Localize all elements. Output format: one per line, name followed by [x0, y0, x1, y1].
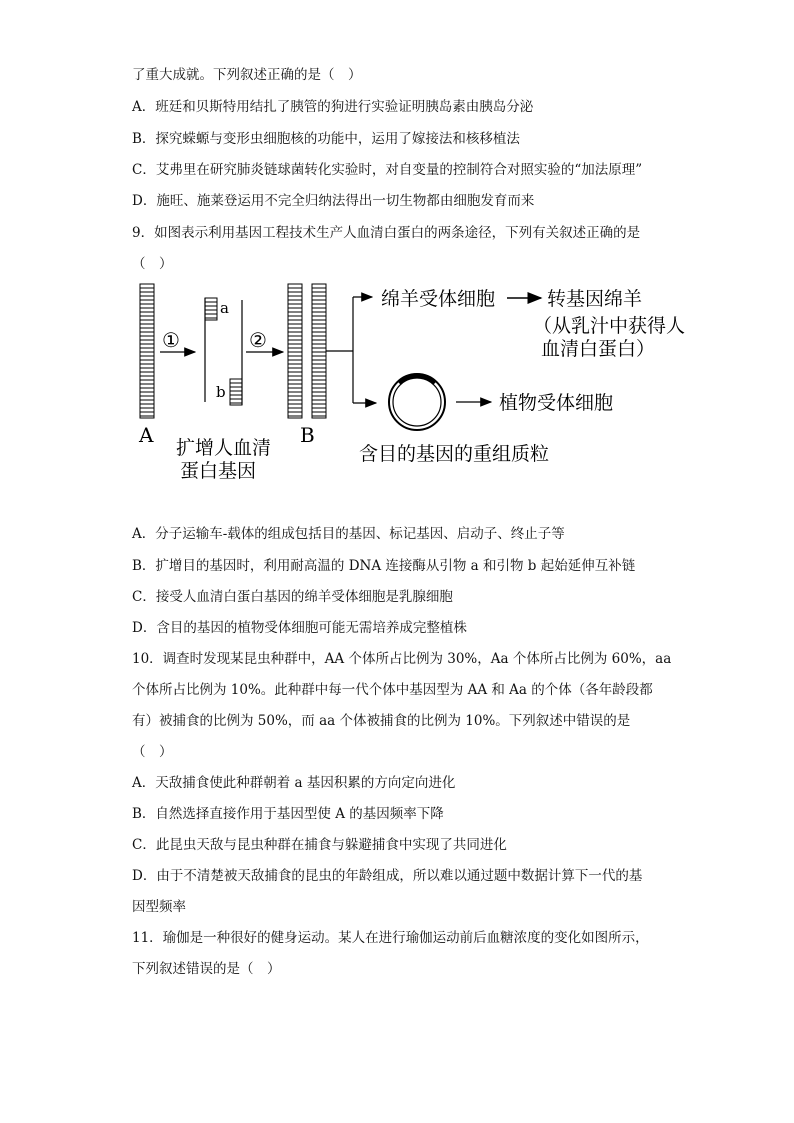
q11-stem-line1: 11．瑜伽是一种很好的健身运动。某人在进行瑜伽运动前后血糖浓度的变化如图所示， [132, 930, 649, 946]
q10-option-d-cont: 因型频率 [132, 899, 186, 915]
plant-recipient-cell: 植物受体细胞 [499, 392, 614, 414]
q9-option-a: A．分子运输车-载体的组成包括目的基因、标记基因、启动子、终止子等 [132, 526, 565, 542]
branch-connector [326, 297, 376, 403]
label-b-capital: B [300, 423, 315, 447]
q9-option-c: C．接受人血清白蛋白基因的绵羊受体细胞是乳腺细胞 [132, 589, 453, 605]
q9-option-d: D．含目的基因的植物受体细胞可能无需培养成完整植株 [132, 620, 467, 636]
q10-stem-line1: 10．调查时发现某昆虫种群中，AA 个体所占比例为 30%，Aa 个体所占比例为 60%，aa [132, 651, 672, 667]
q8-option-b: B．探究蝾螈与变形虫细胞核的功能中，运用了嫁接法和核移植法 [132, 131, 520, 147]
step-2-label: ② [249, 328, 267, 352]
transgenic-sheep: 转基因绵羊 [547, 288, 643, 310]
plasmid-caption: 含目的基因的重组质粒 [359, 443, 550, 465]
q9-answer-paren: （ ） [132, 256, 173, 272]
q8-option-d: D．施旺、施莱登运用不完全归纳法得出一切生物都由细胞发育而来 [132, 193, 535, 209]
label-a-capital: A [139, 423, 154, 447]
q10-option-c: C．此昆虫天敌与昆虫种群在捕食与躲避捕食中实现了共同进化 [132, 837, 507, 853]
q10-option-b: B．自然选择直接作用于基因型使 A 的基因频率下降 [132, 806, 444, 822]
amplify-caption-line1: 扩增人血清 [176, 437, 272, 459]
q10-option-d: D．由于不清楚被天敌捕食的昆虫的年龄组成，所以难以通过题中数据计算下一代的基 [132, 868, 643, 884]
q8-stem-tail: 了重大成就。下列叙述正确的是（ ） [132, 67, 362, 83]
dna-strand-a-rungs [140, 288, 154, 416]
recombinant-plasmid-icon [389, 374, 445, 430]
primer-b-label: b [216, 383, 226, 401]
q9-stem: 9．如图表示利用基因工程技术生产人血清白蛋白的两条途径，下列有关叙述正确的是 [132, 225, 641, 241]
sheep-recipient-cell: 绵羊受体细胞 [381, 288, 496, 310]
primer-a-label: a [220, 299, 229, 317]
q8-option-c: C．艾弗里在研究肺炎链球菌转化实验时，对自变量的控制符合对照实验的“加法原理” [132, 162, 643, 178]
primer-a [205, 298, 217, 320]
step-1-label: ① [162, 328, 180, 352]
gene-engineering-diagram [130, 278, 710, 490]
q10-option-a: A．天敌捕食使此种群朝着 a 基因积累的方向定向进化 [132, 775, 456, 791]
amplify-caption-line2: 蛋白基因 [180, 460, 257, 482]
milk-note-line1: （从乳汁中获得人 [533, 315, 686, 337]
q10-stem-line2: 个体所占比例为 10%。此种群中每一代个体中基因型为 AA 和 Aa 的个体（各年龄段都 [132, 682, 653, 698]
q9-option-b: B．扩增目的基因时，利用耐高温的 DNA 连接酶从引物 a 和引物 b 起始延伸互补链 [132, 558, 636, 574]
q11-stem-line2: 下列叙述错误的是（ ） [132, 961, 281, 977]
q10-stem-line3: 有）被捕食的比例为 50%，而 aa 个体被捕食的比例为 10%。下列叙述中错误的是 [132, 713, 631, 729]
q8-option-a: A．班廷和贝斯特用结扎了胰管的狗进行实验证明胰岛素由胰岛分泌 [132, 99, 534, 115]
q10-answer-paren: （ ） [132, 744, 173, 760]
milk-note-line2: 血清白蛋白） [541, 338, 656, 360]
